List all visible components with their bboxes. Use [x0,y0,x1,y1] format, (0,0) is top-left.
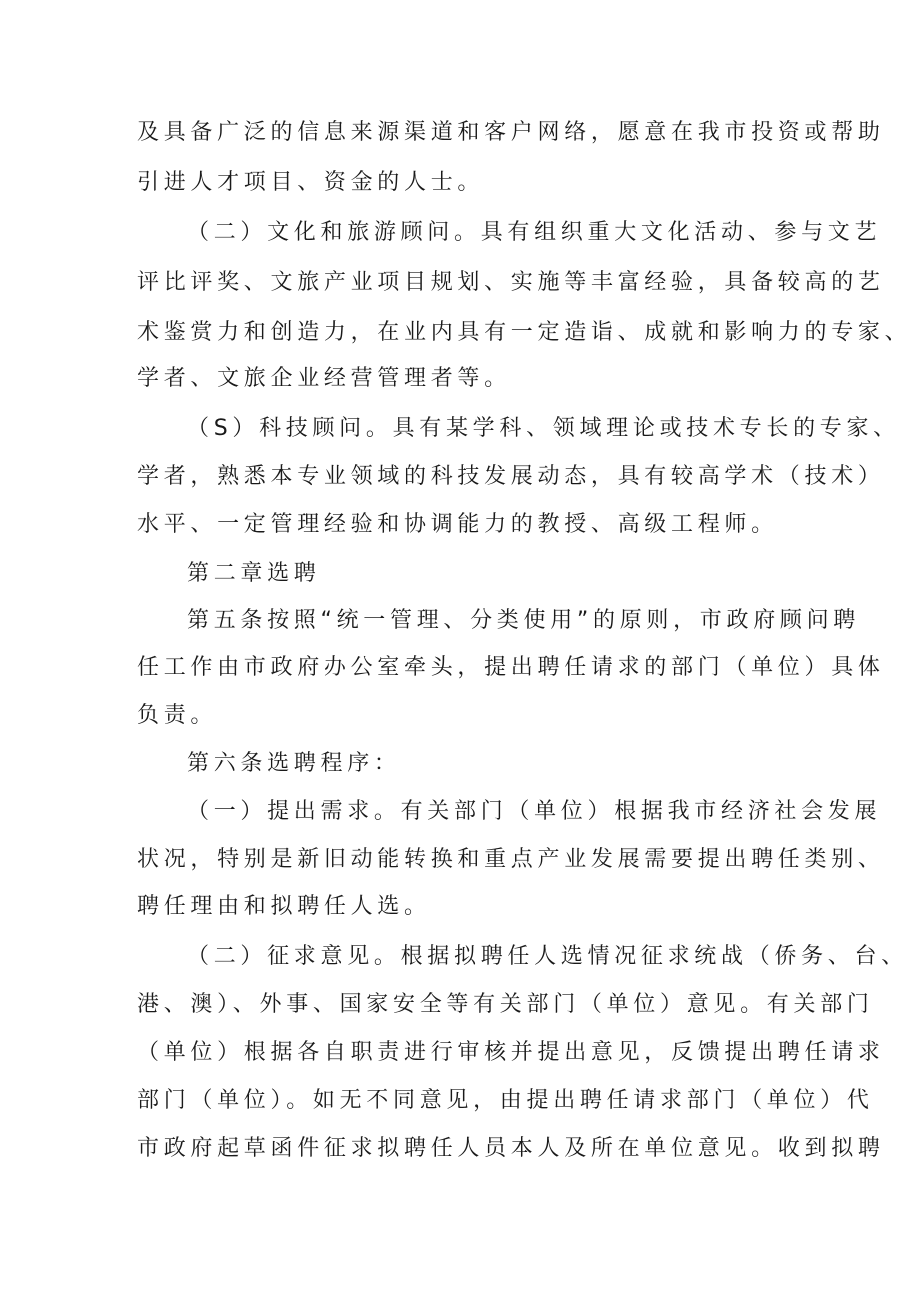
paragraph-start-line: （S）科技顾问。具有某学科、领域理论或技术专长的专家、 [187,416,900,441]
text-line: 聘任理由和拟聘任人选。 [137,894,431,919]
text-line: 术鉴赏力和创造力，在业内具有一定造诣、成就和影响力的专家、 [137,320,912,345]
text-line: 学者，熟悉本专业领域的科技发展动态，具有较高学术（技术） [137,464,885,489]
text-line: （单位）根据各自职责进行审核并提出意见，反馈提出聘任请求 [137,1040,885,1065]
paragraph-start-line: 第六条选聘程序： [187,751,401,776]
text-line: 学者、文旅企业经营管理者等。 [137,366,511,391]
text-line: 部门（单位）。如无不同意见，由提出聘任请求部门（单位）代 [137,1088,874,1113]
text-line: 引进人才项目、资金的人士。 [137,170,485,195]
paragraph-start-line: （二）征求意见。根据拟聘任人选情况征求统战（侨务、台、 [187,944,908,969]
text-line: 评比评奖、文旅产业项目规划、实施等丰富经验，具备较高的艺 [137,270,885,295]
text-line: 及具备广泛的信息来源渠道和客户网络，愿意在我市投资或帮助 [137,120,885,145]
chapter-heading: 第二章选聘 [187,561,321,586]
text-line: 状况，特别是新旧动能转换和重点产业发展需要提出聘任类别、 [137,847,885,872]
text-line: 港、澳）、外事、国家安全等有关部门（单位）意见。有关部门 [137,992,874,1017]
paragraph-start-line: （一）提出需求。有关部门（单位）根据我市经济社会发展 [187,799,882,824]
text-line: 市政府起草函件征求拟聘任人员本人及所在单位意见。收到拟聘 [137,1136,885,1161]
text-line: 任工作由市政府办公室牵头，提出聘任请求的部门（单位）具体 [137,655,885,680]
paragraph-start-line: （二）文化和旅游顾问。具有组织重大文化活动、参与文艺 [187,220,882,245]
text-line: 负责。 [137,703,218,728]
text-line: 水平、一定管理经验和协调能力的教授、高级工程师。 [137,512,778,537]
paragraph-start-line: 第五条按照“统一管理、分类使用”的原则，市政府顾问聘 [187,608,860,633]
